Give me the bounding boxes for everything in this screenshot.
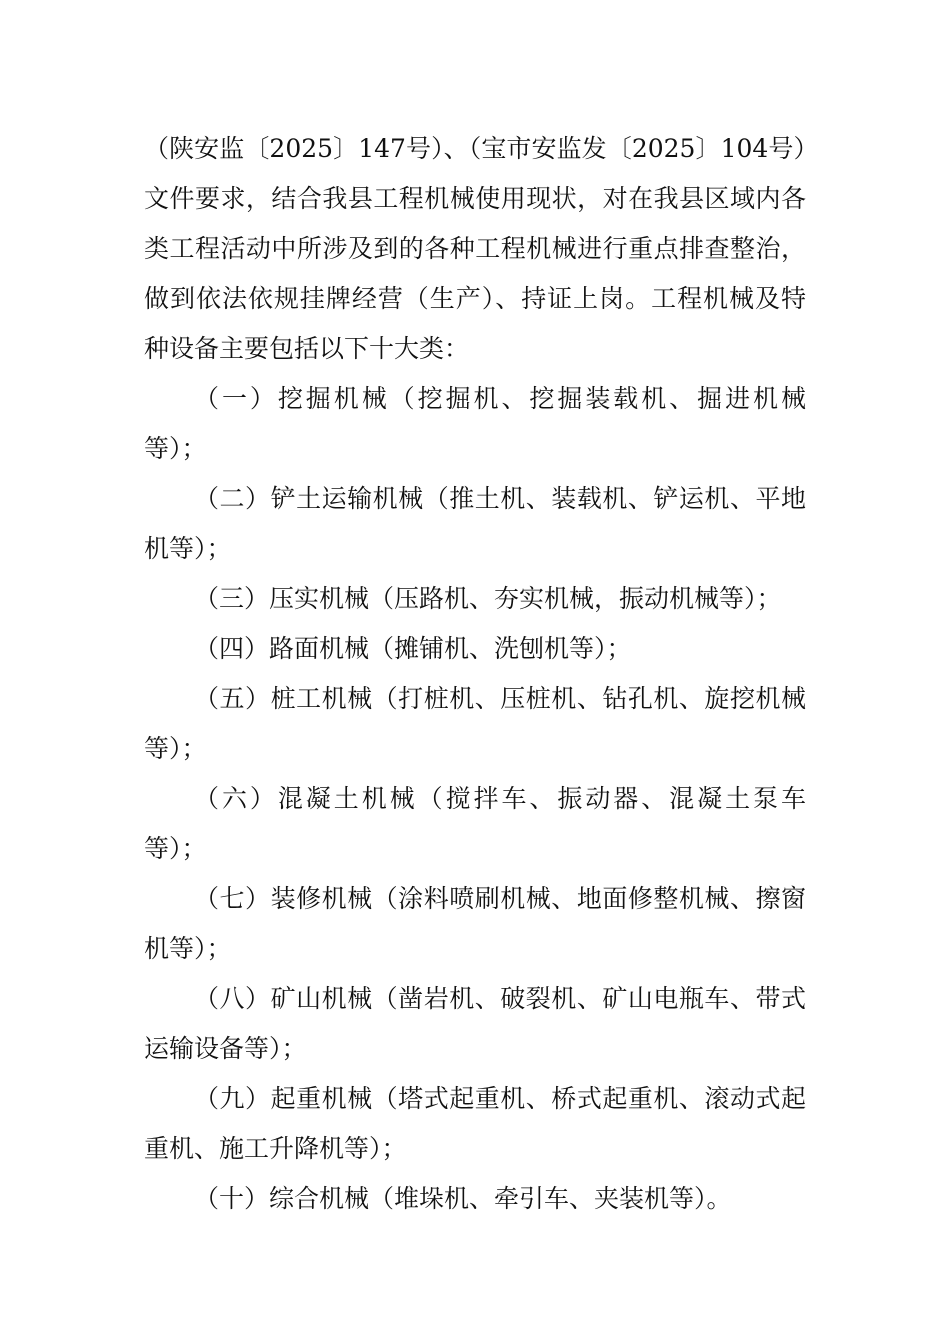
category-4-pavement: （四）路面机械（摊铺机、洗刨机等）； xyxy=(194,634,632,663)
category-8-mining: （八）矿山机械（凿岩机、破裂机、矿山电瓶车、带式运输设备等）； xyxy=(144,984,806,1063)
category-1-excavation: （一）挖掘机械（挖掘机、挖掘装载机、掘进机械等）； xyxy=(144,384,806,463)
intro-paragraph: （陕安监〔2025〕147号）、（宝市安监发〔2025〕104号）文件要求，结合我县工程机械使用现状，对在我县区域内各类工程活动中所涉及到的各种工程机械进行重点排查整治，做到依法依规挂牌经营（生产）、持证上岗。工程机械及特种设备主要包括以下十大类： xyxy=(144,134,806,363)
category-6-concrete: （六）混凝土机械（搅拌车、振动器、混凝土泵车等）； xyxy=(144,784,806,863)
category-5-piling: （五）桩工机械（打桩机、压桩机、钻孔机、旋挖机械等）； xyxy=(144,684,806,763)
category-2-earthmoving: （二）铲土运输机械（推土机、装载机、铲运机、平地机等）； xyxy=(144,484,806,563)
category-10-general: （十）综合机械（堆垛机、牵引车、夹装机等）。 xyxy=(194,1184,732,1213)
document-body xyxy=(144,124,806,1224)
category-7-decoration: （七）装修机械（涂料喷刷机械、地面修整机械、擦窗机等）； xyxy=(144,884,806,963)
category-3-compaction: （三）压实机械（压路机、夯实机械，振动机械等）； xyxy=(194,584,782,613)
category-9-lifting: （九）起重机械（塔式起重机、桥式起重机、滚动式起重机、施工升降机等）； xyxy=(144,1084,806,1163)
